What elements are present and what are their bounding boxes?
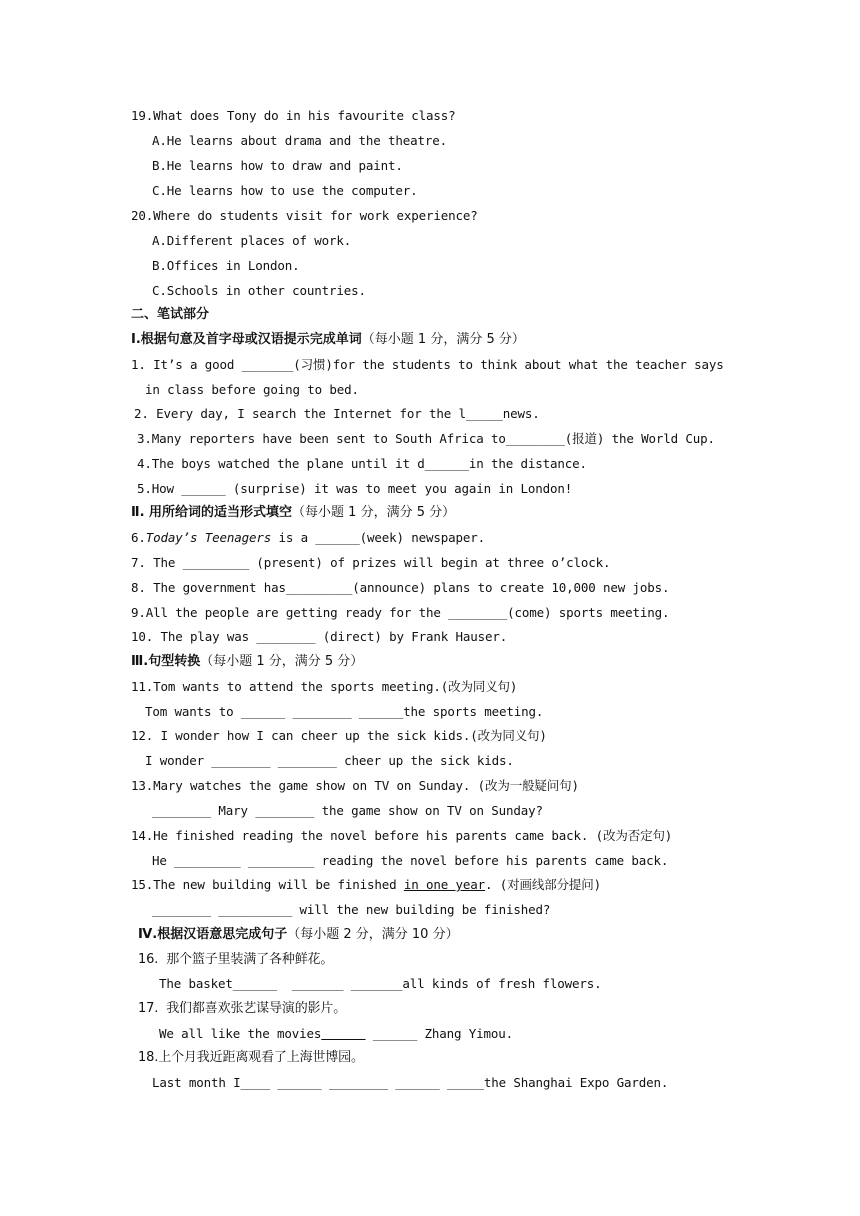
- s1-item-3: 3.Many reporters have been sent to South Africa to________(报道) the World Cup.: [137, 431, 715, 446]
- s4-item-18-cn: 18.上个月我近距离观看了上海世博园。: [138, 1050, 364, 1065]
- section3-heading: [131, 653, 363, 671]
- s2-item-6-title: Today’s Teenagers: [145, 530, 272, 545]
- s3-item-11: 11.Tom wants to attend the sports meeting.(改为同义句): [131, 679, 518, 694]
- s2-item-8: 8. The government has_________(announce) plans to create 10,000 new jobs.: [131, 580, 670, 595]
- q20-option-a: A.Different places of work.: [152, 233, 352, 248]
- s4-item-16-cn: 16. 那个篮子里装满了各种鲜花。: [138, 952, 334, 967]
- s3-item-13: 13.Mary watches the game show on TV on Sunday. (改为一般疑问句): [131, 778, 579, 793]
- s2-item-6-prefix: 6.: [131, 530, 146, 545]
- q20-stem: 20.Where do students visit for work experience?: [131, 208, 478, 223]
- s3-item-15: [131, 876, 601, 894]
- s3-item-14-answer: He _________ _________ reading the novel before his parents came back.: [152, 853, 669, 868]
- section3-heading-text: Ⅲ.句型转换: [131, 654, 201, 669]
- q19-stem: 19.What does Tony do in his favourite class?: [131, 108, 456, 123]
- s4-item-17-en: [159, 1025, 513, 1043]
- s2-item-10: 10. The play was ________ (direct) by Frank Hauser.: [131, 629, 508, 644]
- s2-item-9: 9.All the people are getting ready for the ________(come) sports meeting.: [131, 605, 670, 620]
- q19-option-c: C.He learns how to use the computer.: [152, 183, 418, 198]
- s4-item-17-suffix: ______ Zhang Yimou.: [365, 1026, 514, 1041]
- s4-item-16-en: The basket______ _______ _______all kinds of fresh flowers.: [159, 976, 602, 991]
- s3-item-14: 14.He finished reading the novel before his parents came back. (改为否定句): [131, 828, 673, 843]
- q19-option-a: A.He learns about drama and the theatre.: [152, 133, 448, 148]
- section4-heading: [138, 926, 459, 944]
- q20-option-c: C.Schools in other countries.: [152, 283, 366, 298]
- written-part-title: 二、笔试部分: [131, 307, 210, 322]
- s2-item-7: 7. The _________ (present) of prizes will begin at three o’clock.: [131, 555, 611, 570]
- s3-item-15-prefix: 15.The new building will be finished: [131, 877, 404, 892]
- section2-heading: [131, 504, 455, 522]
- q20-option-b: B.Offices in London.: [152, 258, 300, 273]
- s1-item-5: 5.How ______ (surprise) it was to meet you again in London!: [137, 481, 573, 496]
- s4-item-17-blank: [321, 1026, 365, 1041]
- s1-item-2: 2. Every day, I search the Internet for the l_____news.: [134, 406, 540, 421]
- s3-item-15-underlined: in one year: [403, 877, 486, 892]
- section2-heading-text: Ⅱ. 用所给词的适当形式填空: [131, 505, 293, 520]
- s3-item-11-answer: Tom wants to ______ ________ ______the sports meeting.: [145, 704, 544, 719]
- s4-item-17-prefix: We all like the movies: [159, 1026, 322, 1041]
- s3-item-13-answer: ________ Mary ________ the game show on TV on Sunday?: [152, 803, 543, 818]
- s2-item-6: [131, 529, 485, 547]
- s1-item-1: 1. It’s a good _______(习惯)for the students to think about what the teacher says: [131, 357, 724, 372]
- section4-note: （每小题 2 分，满分 10 分）: [287, 927, 459, 942]
- q19-option-b: B.He learns how to draw and paint.: [152, 158, 403, 173]
- s3-item-15-suffix: . (对画线部分提问): [485, 877, 601, 892]
- section1-heading: [131, 331, 525, 349]
- s1-item-4: 4.The boys watched the plane until it d______in the distance.: [137, 456, 587, 471]
- s3-item-12: 12. I wonder how I can cheer up the sick kids.(改为同义句): [131, 728, 547, 743]
- s4-item-18-en: Last month I____ ______ ________ ______ _____the Shanghai Expo Garden.: [152, 1075, 669, 1090]
- section1-note: （每小题 1 分，满分 5 分）: [361, 332, 525, 347]
- s3-item-15-answer: ________ __________ will the new building be finished?: [152, 902, 551, 917]
- section3-note: （每小题 1 分，满分 5 分）: [200, 654, 364, 669]
- section1-heading-text: I.根据句意及首字母或汉语提示完成单词: [131, 332, 362, 347]
- section4-heading-text: Ⅳ.根据汉语意思完成句子: [138, 927, 288, 942]
- s4-item-17-cn: 17. 我们都喜欢张艺谋导演的影片。: [138, 1001, 347, 1016]
- s2-item-6-rest: is a ______(week) newspaper.: [271, 530, 486, 545]
- section2-note: （每小题 1 分，满分 5 分）: [292, 505, 456, 520]
- s1-item-1-cont: in class before going to bed.: [145, 382, 359, 397]
- s3-item-12-answer: I wonder ________ ________ cheer up the sick kids.: [145, 753, 514, 768]
